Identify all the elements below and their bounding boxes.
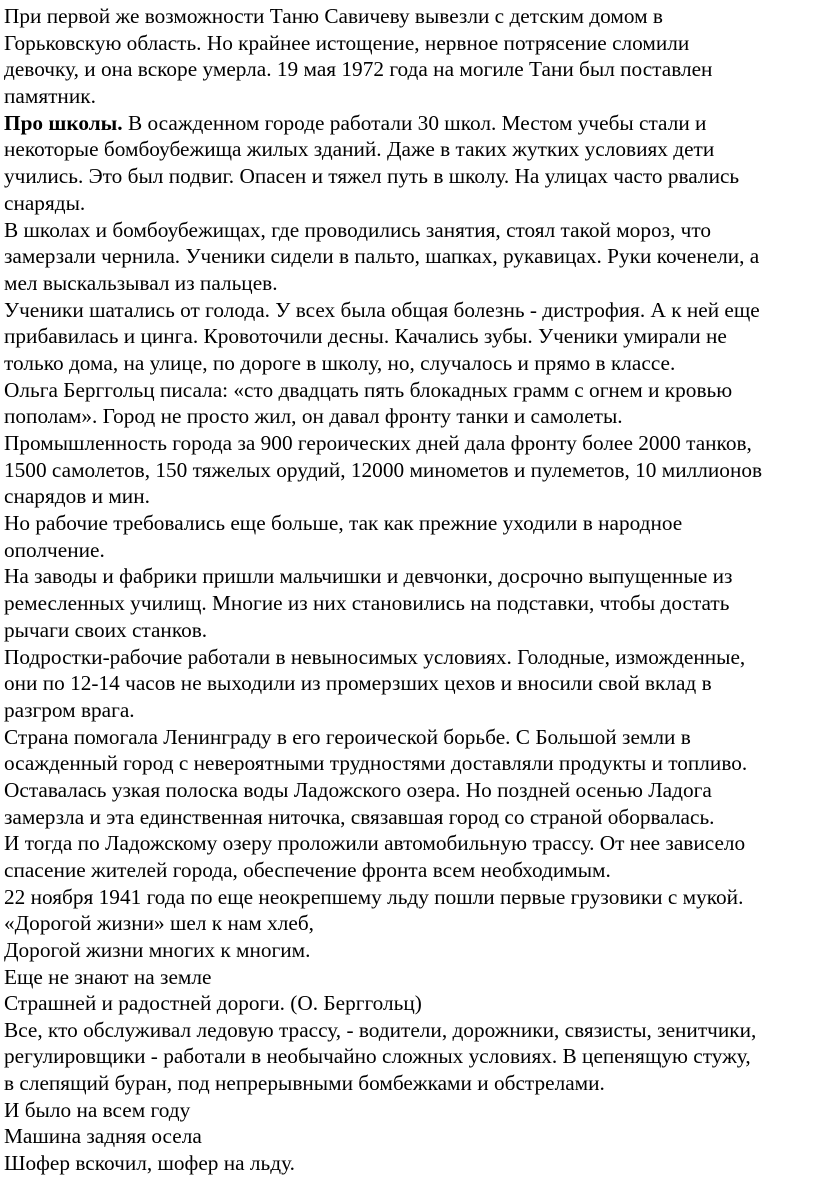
text-line: замерзла и эта единственная ниточка, связавшая город со страной оборвалась. [4, 804, 715, 829]
poem-line: Шофер вскочил, шофер на льду. [4, 1151, 295, 1175]
text-line: Но рабочие требовались еще больше, так как прежние уходили в народное [4, 511, 683, 536]
paragraph-teenagers-factories [4, 563, 812, 643]
poem-line: Машина задняя осела [4, 1124, 202, 1149]
paragraph-country-help [4, 724, 812, 831]
text-line: осажденный город с невероятными трудностями доставляли продукты и топливо. [4, 751, 748, 776]
text-line: Все, кто обслуживал ледовую трассу, - водители, дорожники, связисты, зенитчики, [4, 1017, 757, 1042]
text-line: Страна помогала Ленинграду в его героической борьбе. С Большой земли в [4, 724, 691, 749]
paragraph-ice-road-workers [4, 1017, 812, 1097]
paragraph-frost [4, 217, 812, 297]
paragraph-teen-workers [4, 644, 812, 724]
paragraph-tanya-savicheva [4, 3, 812, 110]
paragraph-industry [4, 430, 812, 510]
text-line: разгром врага. [4, 697, 135, 722]
paragraph-hunger [4, 297, 812, 377]
text-line: В школах и бомбоубежищах, где проводились занятия, стоял такой мороз, что [4, 217, 712, 242]
text-line: снарядов и мин. [4, 484, 150, 509]
text-line: некоторые бомбоубежища жилых зданий. Даже в таких жутких условиях дети [4, 137, 715, 162]
poem-line: И было на всем году [4, 1097, 191, 1122]
text-line: Промышленность города за 900 героических дней дала фронту более 2000 танков, [4, 431, 752, 455]
text-line [4, 110, 812, 137]
paragraph-berggolts-quote [4, 377, 812, 430]
text-line: они по 12-14 часов не выходили из промерзших цехов и вносили свой вклад в [4, 671, 712, 696]
paragraph-ice-road [4, 830, 812, 883]
poem-truck [4, 1097, 812, 1177]
text-line: спасение жителей города, обеспечение фронта всем необходимым. [4, 858, 611, 882]
paragraph-workers [4, 510, 812, 563]
paragraph-first-trucks [4, 884, 812, 911]
text-line: Оставалась узкая полоска воды Ладожского озера. Но поздней осенью Ладога [4, 777, 712, 802]
poem-line: Еще не знают на земле [4, 964, 212, 989]
text-line: мел выскальзывал из пальцев. [4, 270, 278, 295]
text-line: 1500 самолетов, 150 тяжелых орудий, 12000 минометов и пулеметов, 10 миллионов [4, 457, 763, 482]
text-line: ополчение. [4, 537, 105, 562]
text-line: замерзали чернила. Ученики сидели в пальто, шапках, рукавицах. Руки коченели, а [4, 244, 760, 269]
paragraph-schools [4, 110, 812, 217]
text-line: пополам». Город не просто жил, он давал фронту танки и самолеты. [4, 404, 623, 429]
text-line: И тогда по Ладожскому озеру проложили автомобильную трассу. От нее зависело [4, 831, 746, 856]
text-line: в слепящий буран, под непрерывными бомбежками и обстрелами. [4, 1071, 605, 1096]
text-line: Горьковскую область. Но крайнее истощение, нервное потрясение сломили [4, 30, 690, 55]
text-line: Ольга Берггольц писала: «сто двадцать пять блокадных грамм с огнем и кровью [4, 377, 733, 402]
text-line: Подростки-рабочие работали в невыносимых условиях. Голодные, изможденные, [4, 644, 746, 669]
section-heading-schools: Про школы. [4, 110, 123, 135]
text-line: девочку, и она вскоре умерла. 19 мая 1972 года на могиле Тани был поставлен [4, 57, 713, 82]
text-line: На заводы и фабрики пришли мальчишки и девчонки, досрочно выпущенные из [4, 564, 733, 589]
text-line: рычаги своих станков. [4, 617, 208, 642]
text-line: памятник. [4, 84, 96, 109]
text-line: регулировщики - работали в необычайно сложных условиях. В цепенящую стужу, [4, 1044, 751, 1069]
text-line: 22 ноября 1941 года по еще неокрепшему льду пошли первые грузовики с мукой. [4, 884, 744, 909]
poem-road-of-life [4, 910, 812, 1016]
text-line: снаряды. [4, 190, 86, 215]
text-line: ремесленных училищ. Многие из них становились на подставки, чтобы достать [4, 591, 730, 616]
poem-line: Страшней и радостней дороги. (О. Берггольц) [4, 991, 422, 1016]
text-line-rest: В осажденном городе работали 30 школ. Местом учебы стали и [122, 110, 707, 135]
text-line: учились. Это был подвиг. Опасен и тяжел путь в школу. На улицах часто рвались [4, 164, 740, 189]
text-line: прибавилась и цинга. Кровоточили десны. Качались зубы. Ученики умирали не [4, 324, 727, 349]
text-line: При первой же возможности Таню Савичеву вывезли с детским домом в [4, 4, 663, 28]
text-line: Ученики шатались от голода. У всех была общая болезнь - дистрофия. А к ней еще [4, 297, 760, 322]
text-line: только дома, на улице, по дороге в школу, но, случалось и прямо в классе. [4, 350, 676, 375]
poem-line: Дорогой жизни многих к многим. [4, 937, 311, 962]
poem-line: «Дорогой жизни» шел к нам хлеб, [4, 911, 315, 936]
